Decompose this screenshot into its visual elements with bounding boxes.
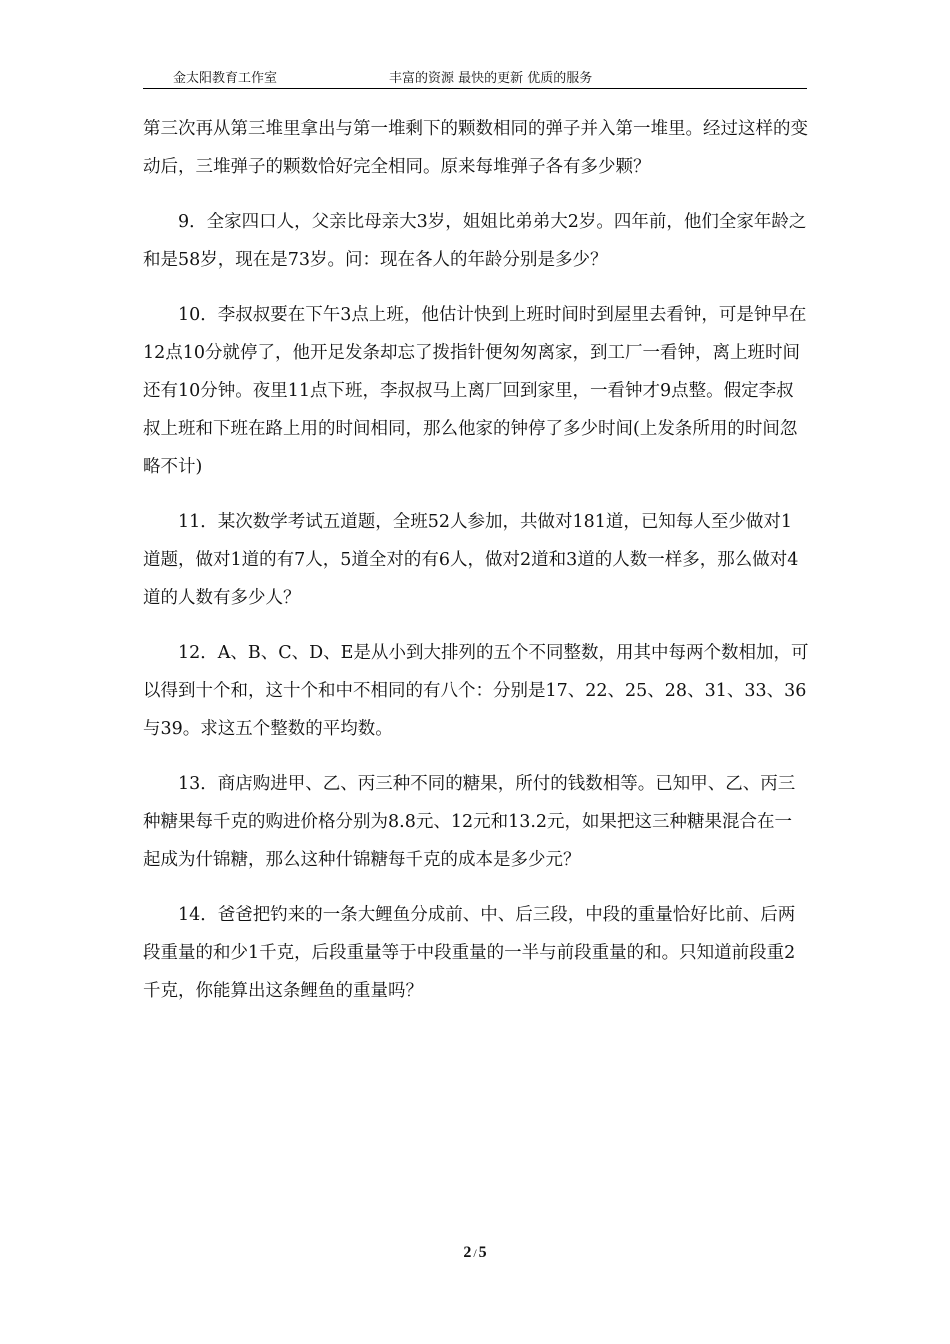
page-number-current: 2 [463,1244,472,1261]
page-footer [0,1244,950,1262]
page-header [143,64,807,89]
header-left-text: 金太阳教育工作室 [173,71,278,86]
problem-14: 14．爸爸把钓来的一条大鲤鱼分成前、中、后三段，中段的重量恰好比前、后两段重量的和少1千克，后段重量等于中段重量的一半与前段重量的和。只知道前段重2千克，你能算出这条鲤鱼的重量吗？ [143,905,796,1001]
paragraph-continuation: 第三次再从第三堆里拿出与第一堆剩下的颗数相同的弹子并入第一堆里。经过这样的变动后，三堆弹子的颗数恰好完全相同。原来每堆弹子各有多少颗？ [143,119,808,177]
problem-11: 11．某次数学考试五道题，全班52人参加，共做对181道，已知每人至少做对1道题，做对1道的有7人，5道全对的有6人，做对2道和3道的人数一样多，那么做对4道的人数有多少人？ [143,512,799,608]
page-number-separator: / [473,1246,477,1260]
problem-9: 9．全家四口人，父亲比母亲大3岁，姐姐比弟弟大2岁。四年前，他们全家年龄之和是58岁，现在是73岁。问：现在各人的年龄分别是多少？ [143,212,807,270]
document-body [143,110,809,1010]
problem-13: 13．商店购进甲、乙、丙三种不同的糖果，所付的钱数相等。已知甲、乙、丙三种糖果每千克的购进价格分别为8.8元、12元和13.2元，如果把这三种糖果混合在一起成为什锦糖，那么这种什锦糖每千克的成本是多少元？ [143,774,796,870]
page-number-total: 5 [478,1244,487,1261]
header-right-text: 丰富的资源 最快的更新 优质的服务 [389,71,593,86]
problem-10: 10．李叔叔要在下午3点上班，他估计快到上班时间时到屋里去看钟，可是钟早在12点10分就停了，他开足发条却忘了拨指针便匆匆离家，到工厂一看钟，离上班时间还有10分钟。夜里11点下班，李叔叔马上离厂回到家里，一看钟才9点整。假定李叔叔上班和下班在路上用的时间相同，那么他家的钟停了多少时间(上发条所用的时间忽略不计) [143,305,807,477]
problem-12: 12．A、B、C、D、E是从小到大排列的五个不同整数，用其中每两个数相加，可以得到十个和，这十个和中不相同的有八个：分别是17、22、25、28、31、33、36与39。求这五个整数的平均数。 [143,643,809,739]
